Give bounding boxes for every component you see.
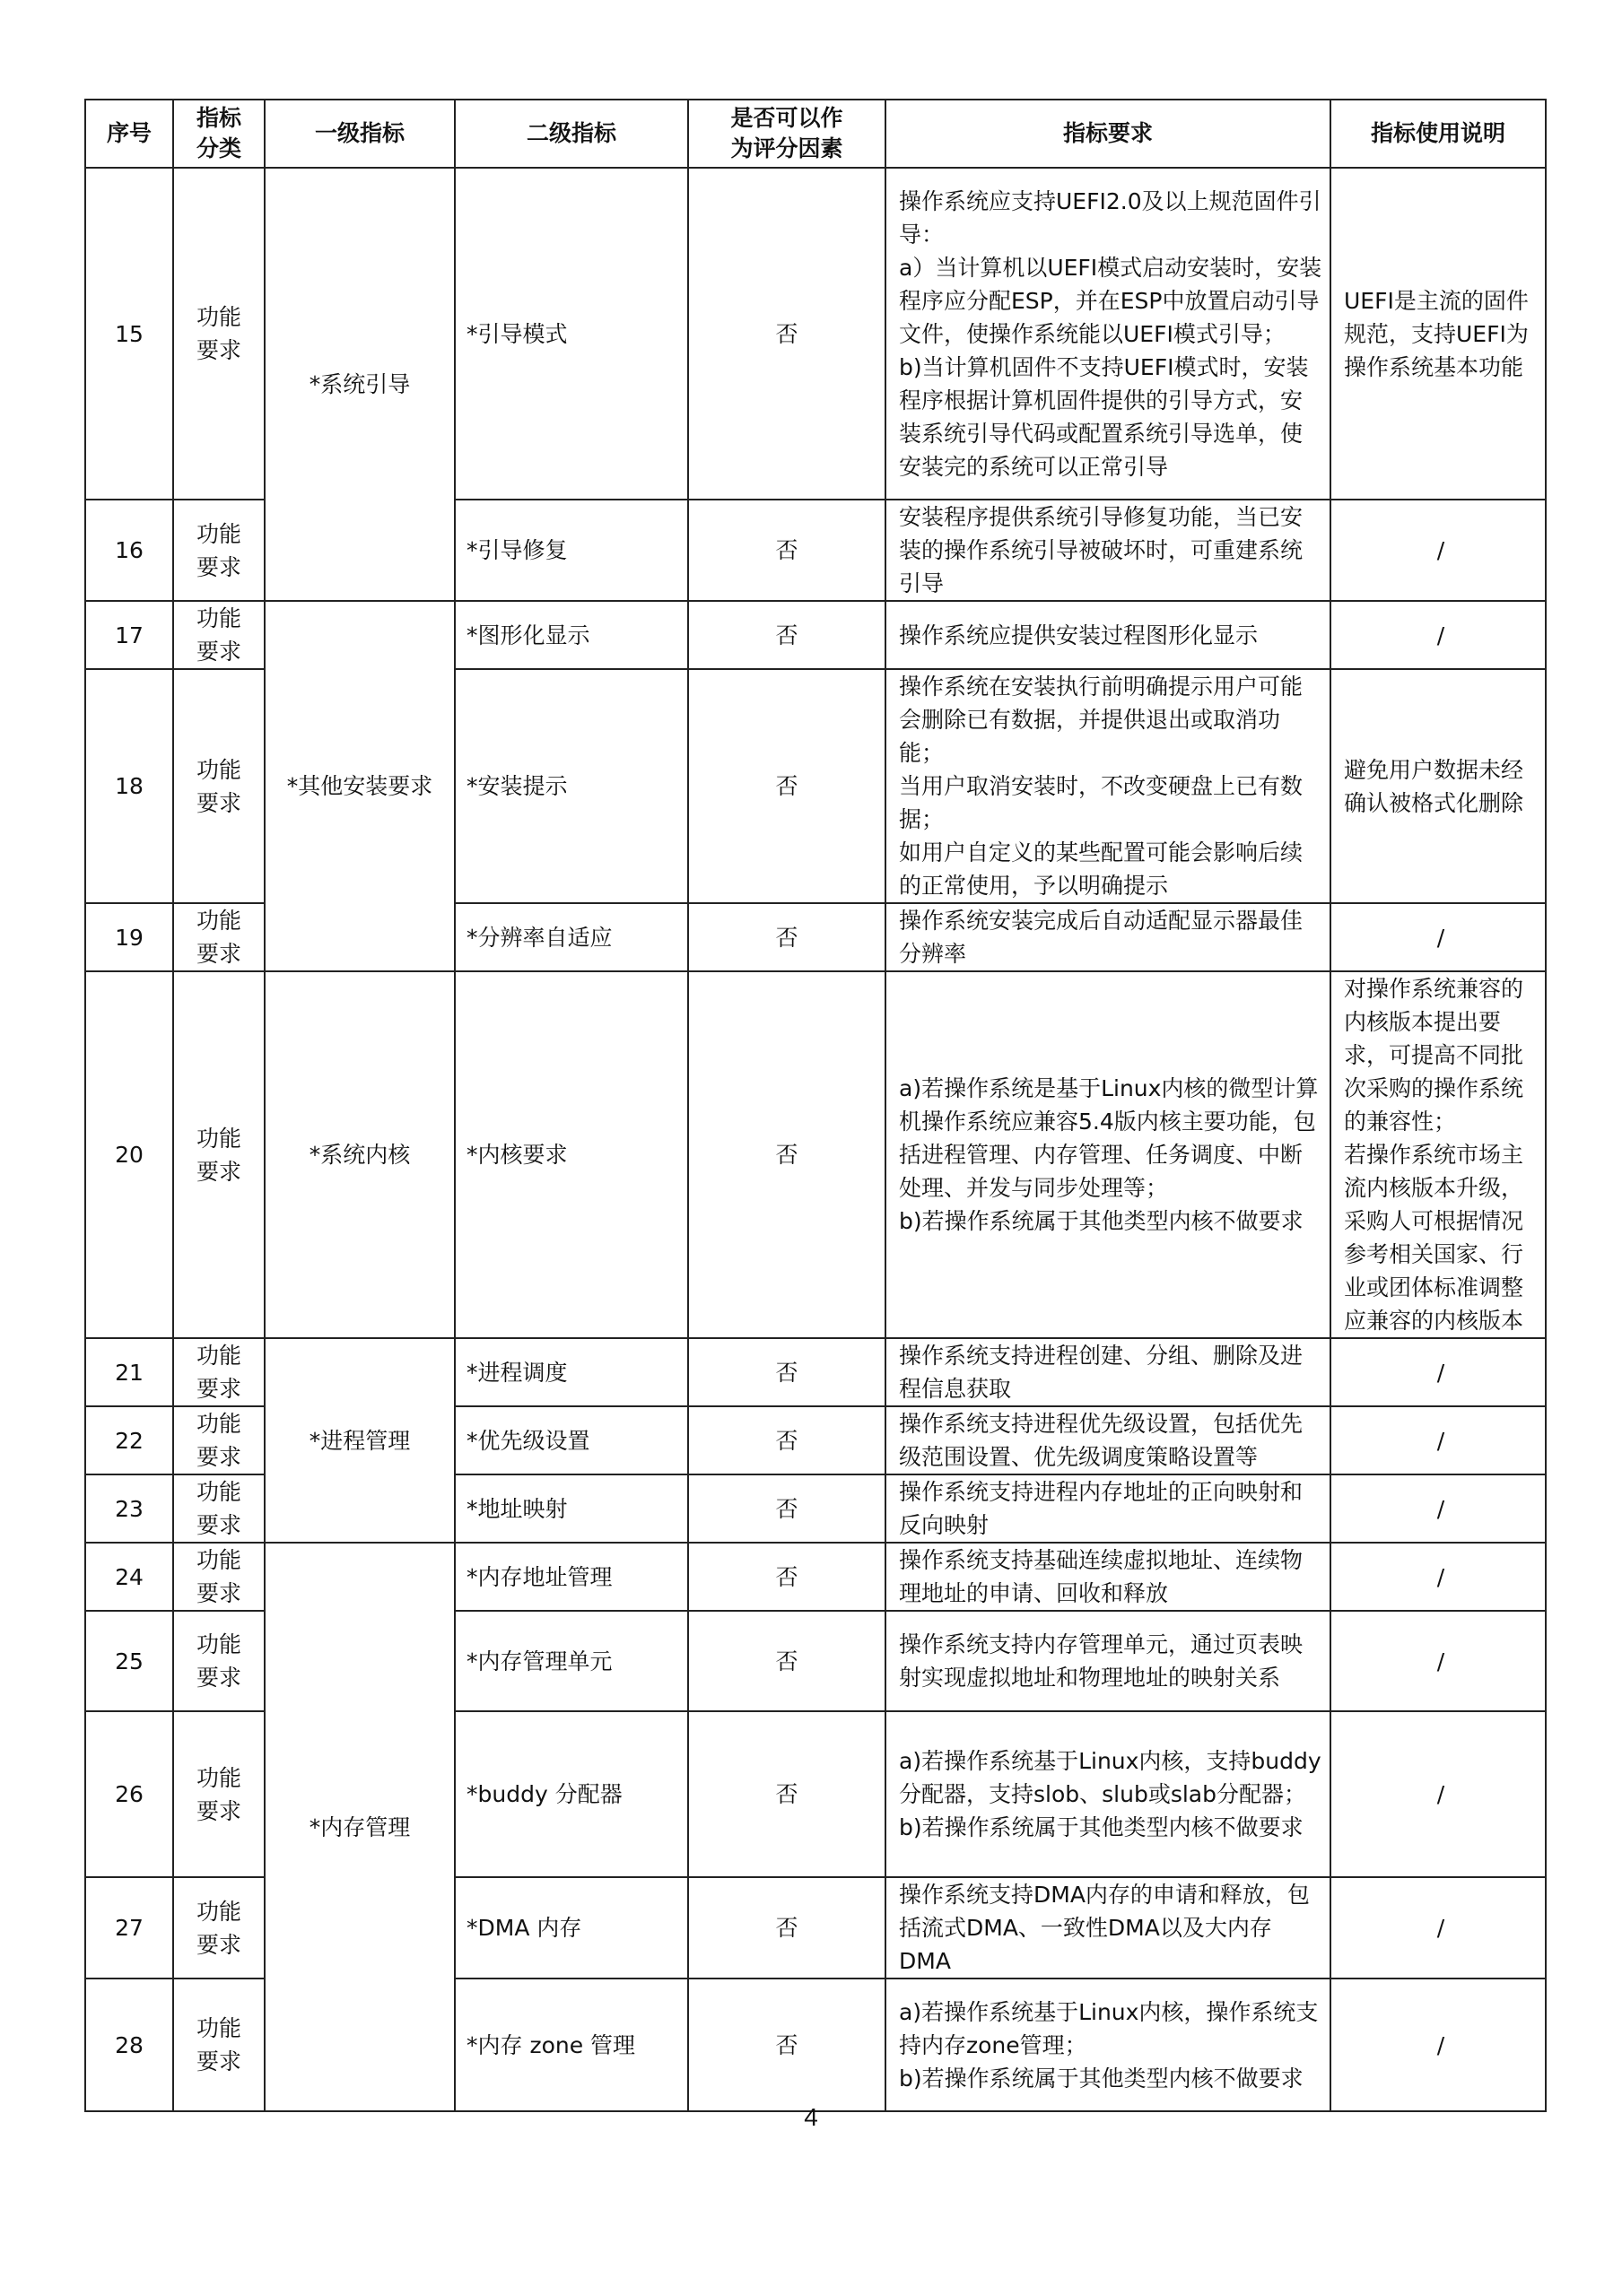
row-level2: *内存 zone 管理 bbox=[455, 1979, 688, 2111]
row-scoring: 否 bbox=[688, 1711, 885, 1877]
row-level2: *进程调度 bbox=[455, 1338, 688, 1406]
table-row bbox=[85, 1338, 1546, 1406]
row-note: / bbox=[1330, 1338, 1546, 1406]
row-scoring: 否 bbox=[688, 500, 885, 601]
row-requirement: 操作系统在安装执行前明确提示用户可能会删除已有数据，并提供退出或取消功能； 当用户取消安装时，不改变硬盘上已有数据； 如用户自定义的某些配置可能会影响后续的正常使用，予以明确提示 bbox=[885, 669, 1330, 903]
row-category: 功能 要求 bbox=[173, 1338, 265, 1406]
row-category: 功能 要求 bbox=[173, 1611, 265, 1711]
row-level2: *内存地址管理 bbox=[455, 1543, 688, 1611]
row-scoring: 否 bbox=[688, 1877, 885, 1979]
row-level1: *系统引导 bbox=[265, 168, 455, 601]
row-category: 功能 要求 bbox=[173, 168, 265, 500]
spec-table bbox=[84, 99, 1547, 2112]
row-category: 功能 要求 bbox=[173, 1979, 265, 2111]
row-scoring: 否 bbox=[688, 1406, 885, 1474]
header-scoring: 是否可以作 为评分因素 bbox=[688, 100, 885, 168]
row-scoring: 否 bbox=[688, 1543, 885, 1611]
row-category: 功能 要求 bbox=[173, 903, 265, 971]
row-level2: *buddy 分配器 bbox=[455, 1711, 688, 1877]
row-no: 15 bbox=[85, 168, 173, 500]
row-note: / bbox=[1330, 1979, 1546, 2111]
row-level1: *内存管理 bbox=[265, 1543, 455, 2111]
row-level2: *内存管理单元 bbox=[455, 1611, 688, 1711]
row-category: 功能 要求 bbox=[173, 500, 265, 601]
page-number: 4 bbox=[804, 2103, 818, 2131]
row-no: 21 bbox=[85, 1338, 173, 1406]
row-category: 功能 要求 bbox=[173, 601, 265, 669]
row-level2: *图形化显示 bbox=[455, 601, 688, 669]
row-no: 23 bbox=[85, 1474, 173, 1543]
row-category: 功能 要求 bbox=[173, 1877, 265, 1979]
row-scoring: 否 bbox=[688, 1338, 885, 1406]
row-level2: *优先级设置 bbox=[455, 1406, 688, 1474]
row-requirement: 安装程序提供系统引导修复功能，当已安装的操作系统引导被破坏时，可重建系统引导 bbox=[885, 500, 1330, 601]
row-level2: *引导模式 bbox=[455, 168, 688, 500]
row-requirement: 操作系统支持基础连续虚拟地址、连续物理地址的申请、回收和释放 bbox=[885, 1543, 1330, 1611]
row-no: 17 bbox=[85, 601, 173, 669]
row-scoring: 否 bbox=[688, 971, 885, 1338]
row-scoring: 否 bbox=[688, 168, 885, 500]
row-level2: *引导修复 bbox=[455, 500, 688, 601]
table-header-row bbox=[85, 100, 1546, 168]
row-requirement: 操作系统支持DMA内存的申请和释放，包括流式DMA、一致性DMA以及大内存DMA bbox=[885, 1877, 1330, 1979]
row-no: 28 bbox=[85, 1979, 173, 2111]
row-level1: *其他安装要求 bbox=[265, 601, 455, 971]
row-note: / bbox=[1330, 500, 1546, 601]
row-scoring: 否 bbox=[688, 601, 885, 669]
row-requirement: 操作系统应支持UEFI2.0及以上规范固件引导： a）当计算机以UEFI模式启动安装时，安装程序应分配ESP，并在ESP中放置启动引导文件，使操作系统能以UEFI模式引导； b)当计算机固件不支持UEFI模式时，安装程序根据计算机固件提供的引导方式，安装系统引导代码或配置系统引导选单，使安装完的系统可以正常引导 bbox=[885, 168, 1330, 500]
row-requirement: a)若操作系统基于Linux内核，支持buddy分配器，支持slob、slub或slab分配器； b)若操作系统属于其他类型内核不做要求 bbox=[885, 1711, 1330, 1877]
row-note: / bbox=[1330, 601, 1546, 669]
row-no: 22 bbox=[85, 1406, 173, 1474]
row-no: 25 bbox=[85, 1611, 173, 1711]
row-note: UEFI是主流的固件规范，支持UEFI为操作系统基本功能 bbox=[1330, 168, 1546, 500]
row-level1: *系统内核 bbox=[265, 971, 455, 1338]
row-note: / bbox=[1330, 1611, 1546, 1711]
row-note: / bbox=[1330, 1543, 1546, 1611]
row-category: 功能 要求 bbox=[173, 971, 265, 1338]
table-row bbox=[85, 971, 1546, 1338]
row-level1: *进程管理 bbox=[265, 1338, 455, 1543]
row-requirement: 操作系统应提供安装过程图形化显示 bbox=[885, 601, 1330, 669]
row-requirement: a)若操作系统基于Linux内核，操作系统支持内存zone管理； b)若操作系统属于其他类型内核不做要求 bbox=[885, 1979, 1330, 2111]
row-scoring: 否 bbox=[688, 903, 885, 971]
row-note: / bbox=[1330, 1711, 1546, 1877]
row-note: / bbox=[1330, 1406, 1546, 1474]
header-level1: 一级指标 bbox=[265, 100, 455, 168]
row-category: 功能 要求 bbox=[173, 1474, 265, 1543]
row-requirement: a)若操作系统是基于Linux内核的微型计算机操作系统应兼容5.4版内核主要功能，包括进程管理、内存管理、任务调度、中断处理、并发与同步处理等； b)若操作系统属于其他类型内核不做要求 bbox=[885, 971, 1330, 1338]
row-note: 避免用户数据未经确认被格式化删除 bbox=[1330, 669, 1546, 903]
table-row bbox=[85, 168, 1546, 500]
header-category: 指标 分类 bbox=[173, 100, 265, 168]
row-level2: *分辨率自适应 bbox=[455, 903, 688, 971]
row-level2: *安装提示 bbox=[455, 669, 688, 903]
row-note: / bbox=[1330, 903, 1546, 971]
row-no: 20 bbox=[85, 971, 173, 1338]
row-category: 功能 要求 bbox=[173, 1711, 265, 1877]
row-scoring: 否 bbox=[688, 1474, 885, 1543]
row-no: 27 bbox=[85, 1877, 173, 1979]
header-note: 指标使用说明 bbox=[1330, 100, 1546, 168]
row-requirement: 操作系统支持内存管理单元，通过页表映射实现虚拟地址和物理地址的映射关系 bbox=[885, 1611, 1330, 1711]
row-level2: *地址映射 bbox=[455, 1474, 688, 1543]
row-no: 18 bbox=[85, 669, 173, 903]
header-requirement: 指标要求 bbox=[885, 100, 1330, 168]
row-requirement: 操作系统安装完成后自动适配显示器最佳分辨率 bbox=[885, 903, 1330, 971]
row-level2: *内核要求 bbox=[455, 971, 688, 1338]
row-category: 功能 要求 bbox=[173, 1406, 265, 1474]
row-category: 功能 要求 bbox=[173, 1543, 265, 1611]
row-scoring: 否 bbox=[688, 1611, 885, 1711]
header-no: 序号 bbox=[85, 100, 173, 168]
row-no: 24 bbox=[85, 1543, 173, 1611]
row-level2: *DMA 内存 bbox=[455, 1877, 688, 1979]
row-scoring: 否 bbox=[688, 1979, 885, 2111]
row-no: 16 bbox=[85, 500, 173, 601]
header-level2: 二级指标 bbox=[455, 100, 688, 168]
row-category: 功能 要求 bbox=[173, 669, 265, 903]
row-note: / bbox=[1330, 1877, 1546, 1979]
row-no: 26 bbox=[85, 1711, 173, 1877]
row-requirement: 操作系统支持进程创建、分组、删除及进程信息获取 bbox=[885, 1338, 1330, 1406]
row-requirement: 操作系统支持进程优先级设置，包括优先级范围设置、优先级调度策略设置等 bbox=[885, 1406, 1330, 1474]
table-row bbox=[85, 601, 1546, 669]
row-requirement: 操作系统支持进程内存地址的正向映射和反向映射 bbox=[885, 1474, 1330, 1543]
row-no: 19 bbox=[85, 903, 173, 971]
row-note: 对操作系统兼容的内核版本提出要求，可提高不同批次采购的操作系统的兼容性； 若操作系统市场主流内核版本升级，采购人可根据情况参考相关国家、行业或团体标准调整应兼容的内核版本 bbox=[1330, 971, 1546, 1338]
row-scoring: 否 bbox=[688, 669, 885, 903]
table-row bbox=[85, 1543, 1546, 1611]
row-note: / bbox=[1330, 1474, 1546, 1543]
